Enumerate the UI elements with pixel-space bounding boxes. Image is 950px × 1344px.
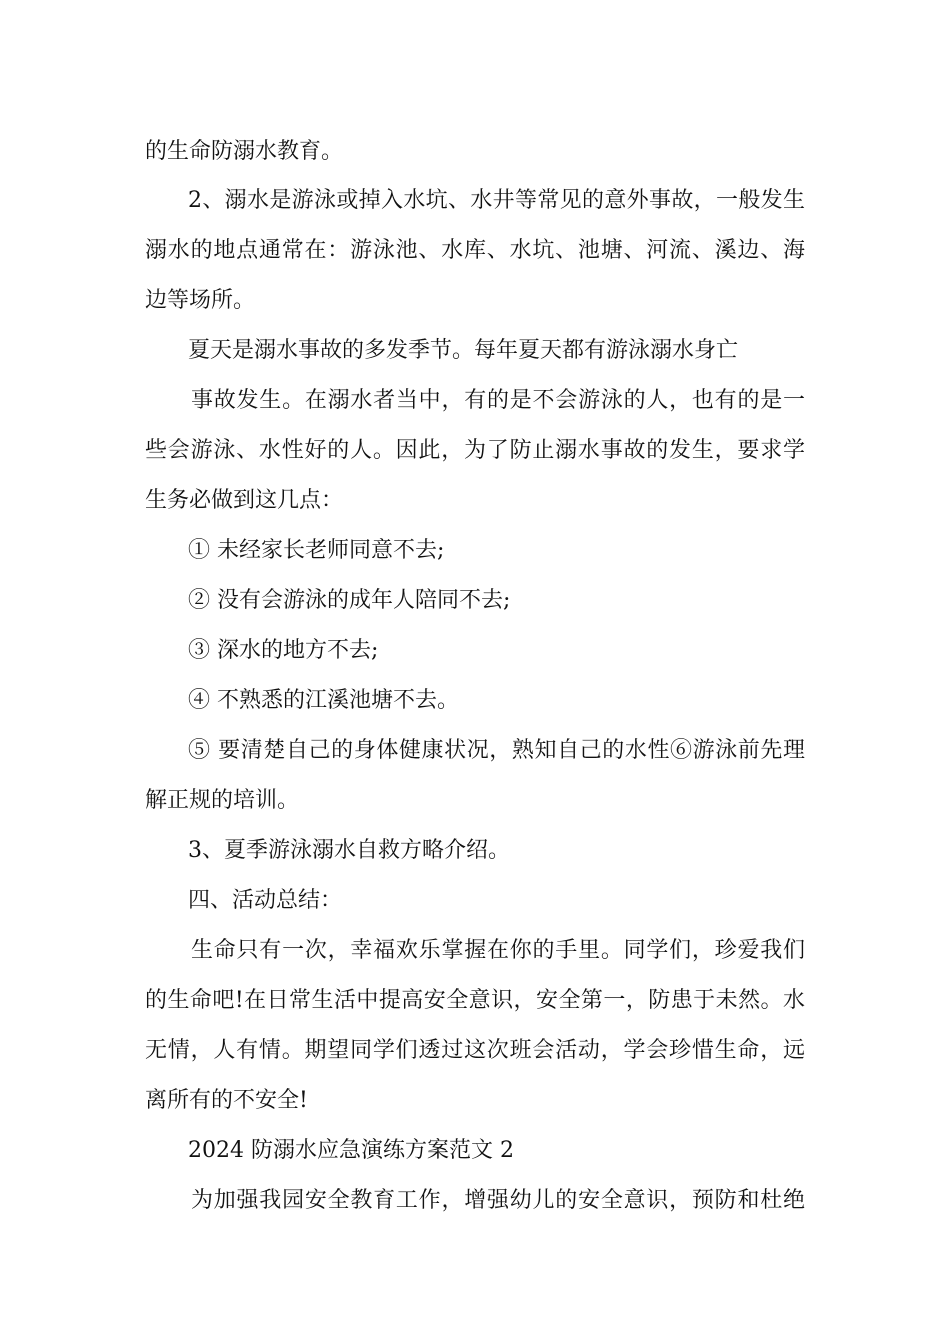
paragraph-line: 溺水的地点通常在：游泳池、水库、水坑、池塘、河流、溪边、海 [145,238,805,263]
paragraph-line: 离所有的不安全! [145,1088,308,1113]
section-title: 2024 防溺水应急演练方案范文 2 [188,1138,514,1163]
list-item: ① 未经家长老师同意不去; [188,538,445,563]
section-heading: 四、活动总结： [188,888,343,913]
paragraph-line: 边等场所。 [145,288,256,313]
paragraph-line: 夏天是溺水事故的多发季节。每年夏天都有游泳溺水身亡 [188,338,739,363]
list-item: ④ 不熟悉的江溪池塘不去。 [188,688,459,713]
paragraph-line: 的生命防溺水教育。 [145,139,344,164]
paragraph-line: 事故发生。在溺水者当中，有的是不会游泳的人，也有的是一 [191,388,805,413]
paragraph-line: 些会游泳、水性好的人。因此，为了防止溺水事故的发生，要求学 [145,438,805,463]
list-item: ⑤ 要清楚自己的身体健康状况，熟知自己的水性⑥游泳前先理 [188,738,805,763]
paragraph-line: 3、夏季游泳溺水自救方略介绍。 [188,838,510,863]
paragraph-line: 生务必做到这几点： [145,488,344,513]
paragraph-line: 解正规的培训。 [145,788,300,813]
paragraph-line: 为加强我园安全教育工作，增强幼儿的安全意识，预防和杜绝 [191,1188,805,1213]
list-item: ② 没有会游泳的成年人陪同不去; [188,588,511,613]
paragraph-line: 无情，人有情。期望同学们透过这次班会活动，学会珍惜生命，远 [145,1038,805,1063]
list-item: ③ 深水的地方不去; [188,638,379,663]
paragraph-line: 生命只有一次，幸福欢乐掌握在你的手里。同学们，珍爱我们 [191,938,805,963]
paragraph-line: 的生命吧!在日常生活中提高安全意识，安全第一，防患于未然。水 [145,988,805,1013]
paragraph-line: 2、溺水是游泳或掉入水坑、水井等常见的意外事故，一般发生 [188,188,805,213]
